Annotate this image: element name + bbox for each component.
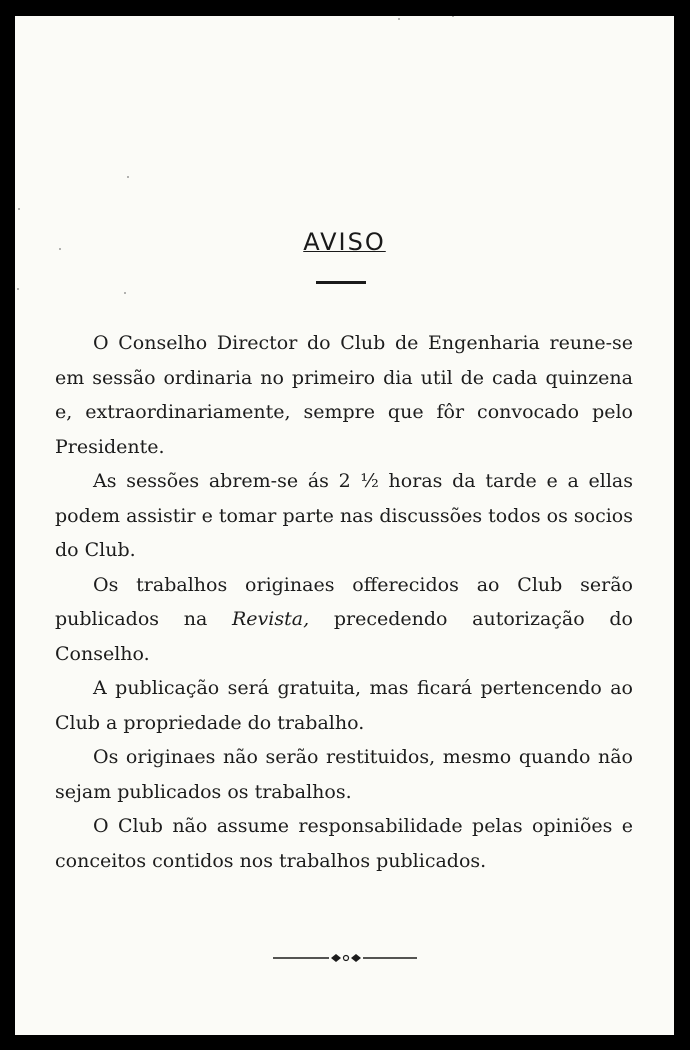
page-title: AVISO [303,228,386,256]
revista-italic: Revista, [232,608,310,630]
end-ornament-icon [273,951,417,965]
title-rule [316,281,366,284]
paragraph-3-end: precedendo autorização do Conselho. [55,608,633,665]
paragraph-3 [55,568,633,672]
scan-speck [452,16,454,17]
document-page [15,16,674,1035]
notice-body [55,326,633,878]
paragraph-2: As sessões abrem-se ás 2 ½ horas da tarde e a ellas podem assistir e tomar parte nas discussões todos os socios do Club. [55,470,633,561]
scan-speck [124,292,126,294]
paragraph-5: Os originaes não serão restituidos, mesmo quando não sejam publicados os trabalhos. [55,746,633,803]
scan-speck [17,288,19,290]
scan-speck [127,176,129,178]
paragraph-1: O Conselho Director do Club de Engenharia reune-se em sessão ordinaria no primeiro dia util de cada quinzena e, extraordinariamente, sempre que fôr convocado pelo Presidente. [55,332,633,458]
scan-speck [398,18,400,20]
paragraph-6: O Club não assume responsabilidade pelas opiniões e conceitos contidos nos trabalhos publicados. [55,815,633,872]
paragraph-4: A publicação será gratuita, mas ficará pertencendo ao Club a propriedade do trabalho. [55,677,633,734]
scan-speck [18,208,20,210]
paragraph-3-start: Os trabalhos originaes offerecidos ao Club serão publicados na [55,573,633,630]
